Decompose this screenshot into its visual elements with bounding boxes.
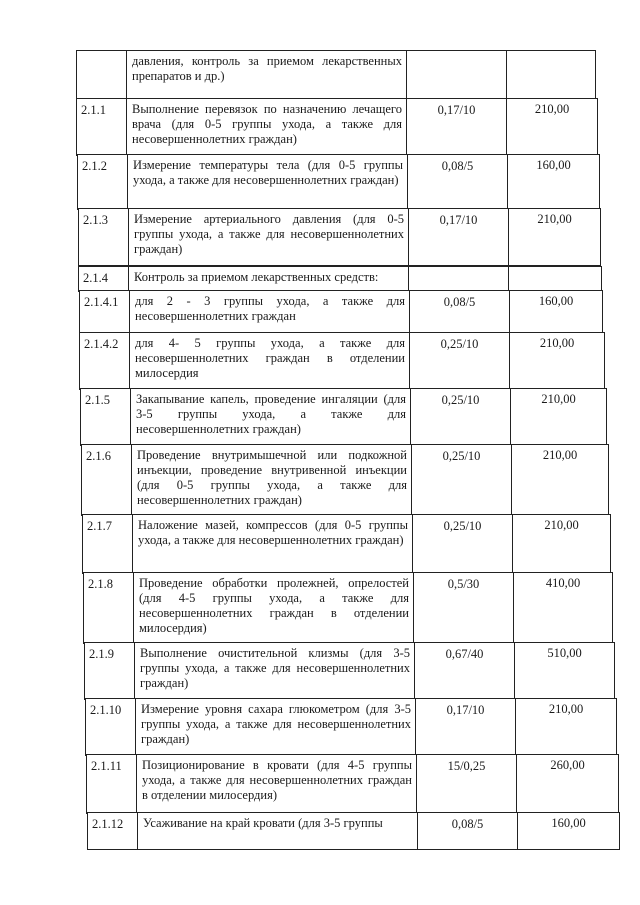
row-number-cell <box>80 333 130 389</box>
row-price: 160,00 <box>551 816 586 830</box>
table-row <box>79 290 603 334</box>
row-norm: 15/0,25 <box>447 759 486 773</box>
table-row <box>76 50 596 102</box>
row-price: 210,00 <box>534 102 570 116</box>
row-description: Проведение внутримышечной или подкожной инъекции, проведение внутривенной инъекции (для 0-5 группы ухода, а также для несовершеннолетних граждан) <box>137 448 407 507</box>
row-number: 2.1.4 <box>83 271 108 285</box>
row-description: Измерение температуры тела (для 0-5 группы ухода, а также для несовершеннолетних граждан) <box>133 158 403 187</box>
row-norm-cell <box>412 445 512 515</box>
row-norm: 0,25/10 <box>443 519 482 533</box>
row-norm-cell <box>417 755 517 813</box>
row-description-cell <box>131 389 411 445</box>
row-price: 160,00 <box>536 158 571 172</box>
row-description: Измерение уровня сахара глюкометром (для 3-5 группы ухода, а также для несовершеннолетних граждан) <box>141 702 411 746</box>
row-description-cell <box>127 51 407 101</box>
row-description-cell <box>138 813 418 849</box>
row-description: для 4- 5 группы ухода, а также для несовершеннолетних граждан в отделении милосердия <box>135 336 405 380</box>
row-number-cell <box>87 755 137 813</box>
table-row <box>77 154 600 210</box>
table-row <box>83 572 613 644</box>
row-price-cell <box>507 99 597 155</box>
table-row <box>76 98 598 156</box>
row-description: Позиционирование в кровати (для 4-5 группы ухода, а также для несовершеннолетних граждан в отделении милосердия) <box>142 758 412 802</box>
row-number: 2.1.5 <box>85 393 110 407</box>
row-description-cell <box>136 699 416 755</box>
row-price-cell <box>517 755 618 813</box>
table-row <box>85 698 617 756</box>
table-row <box>78 266 602 292</box>
row-norm: 0,17/10 <box>446 703 485 717</box>
row-description-cell <box>129 267 409 291</box>
table-row <box>78 208 601 266</box>
row-number: 2.1.12 <box>92 817 124 831</box>
row-norm: 0,67/40 <box>445 647 484 661</box>
row-description: Измерение артериального давления (для 0-5 группы ухода, а также для несовершеннолетних граждан) <box>134 212 404 256</box>
row-norm-cell <box>409 209 509 265</box>
row-norm: 0,25/10 <box>440 337 479 351</box>
row-norm-cell <box>411 389 511 445</box>
row-number: 2.1.3 <box>83 213 108 227</box>
row-description-cell <box>130 291 410 333</box>
row-norm: 0,08/5 <box>451 817 484 831</box>
row-number: 2.1.2 <box>82 159 107 173</box>
row-number: 2.1.8 <box>88 577 113 591</box>
row-price: 160,00 <box>538 294 574 308</box>
row-number: 2.1.1 <box>81 103 106 117</box>
row-price: 260,00 <box>550 758 585 772</box>
row-description: Проведение обработки пролежней, опрелостей (для 4-5 группы ухода, а также для несовершеннолетних граждан в отделении милосердия) <box>139 576 409 635</box>
row-price: 210,00 <box>548 702 584 716</box>
row-norm-cell <box>410 333 510 389</box>
row-price-cell <box>509 209 600 265</box>
row-description-cell <box>129 209 409 265</box>
row-description-cell <box>128 155 408 209</box>
row-price: 410,00 <box>545 576 581 590</box>
table-row <box>80 388 607 446</box>
row-norm: 0,25/10 <box>442 449 481 463</box>
row-norm-cell <box>418 813 518 849</box>
row-price-cell <box>507 51 595 101</box>
row-norm-cell <box>409 267 509 291</box>
row-price-cell <box>516 699 616 755</box>
row-price-cell <box>510 333 604 389</box>
row-number: 2.1.4.2 <box>84 337 119 351</box>
row-norm-cell <box>407 99 507 155</box>
row-price-cell <box>509 267 601 291</box>
row-number-cell <box>79 267 129 291</box>
table-row <box>81 444 609 516</box>
row-norm-cell <box>413 515 513 573</box>
row-description: Закапывание капель, проведение ингаляции (для 3-5 группы ухода, а также для несовершеннолетних граждан) <box>136 392 406 436</box>
row-description: Наложение мазей, компрессов (для 0-5 группы ухода, а также для несовершеннолетних граждан) <box>138 518 408 547</box>
row-norm-cell <box>416 699 516 755</box>
row-price-cell <box>518 813 619 849</box>
row-number: 2.1.7 <box>87 519 112 533</box>
row-description-cell <box>133 515 413 573</box>
row-norm-cell <box>410 291 510 333</box>
row-norm-cell <box>414 573 514 643</box>
row-price-cell <box>514 573 612 643</box>
row-number-cell <box>88 813 138 849</box>
row-number: 2.1.10 <box>90 703 122 717</box>
row-description-cell <box>134 573 414 643</box>
row-norm-cell <box>408 155 508 209</box>
row-price-cell <box>511 389 606 445</box>
row-price-cell <box>515 643 614 699</box>
row-price-cell <box>512 445 608 515</box>
table-row <box>87 812 620 850</box>
row-number-cell <box>84 573 134 643</box>
row-price: 510,00 <box>547 646 582 660</box>
row-number-cell <box>83 515 133 573</box>
table-row <box>82 514 611 574</box>
row-price: 210,00 <box>541 392 576 406</box>
table-row <box>84 642 615 700</box>
row-price: 210,00 <box>542 448 578 462</box>
row-number-cell <box>79 209 129 265</box>
row-description-cell <box>132 445 412 515</box>
row-price: 210,00 <box>539 336 575 350</box>
row-price-cell <box>513 515 610 573</box>
row-number-cell <box>86 699 136 755</box>
row-number: 2.1.6 <box>86 449 111 463</box>
row-number-cell <box>77 99 127 155</box>
row-description: Выполнение очистительной клизмы (для 3-5 группы ухода, а также для несовершеннолетних граждан) <box>140 646 410 690</box>
row-number: 2.1.9 <box>89 647 114 661</box>
row-price-cell <box>510 291 602 333</box>
row-number-cell <box>85 643 135 699</box>
row-norm: 0,08/5 <box>441 159 474 173</box>
row-description: Усаживание на край кровати (для 3-5 группы <box>143 816 383 830</box>
row-number-cell <box>77 51 127 101</box>
row-price: 210,00 <box>544 518 579 532</box>
row-number-cell <box>80 291 130 333</box>
table-row <box>86 754 619 814</box>
row-description: давления, контроль за приемом лекарственных препаратов и др.) <box>132 54 402 83</box>
row-norm: 0,08/5 <box>443 295 476 309</box>
row-description-cell <box>127 99 407 155</box>
row-norm-cell <box>407 51 507 101</box>
row-norm: 0,25/10 <box>441 393 480 407</box>
row-number: 2.1.11 <box>91 759 122 773</box>
row-description: Выполнение перевязок по назначению лечащего врача (для 0-5 группы ухода, а также для несовершеннолетних граждан) <box>132 102 402 146</box>
row-description: для 2 - 3 группы ухода, а также для несовершеннолетних граждан <box>135 294 405 323</box>
row-description-cell <box>130 333 410 389</box>
row-description-cell <box>137 755 417 813</box>
row-norm: 0,5/30 <box>447 577 480 591</box>
row-number-cell <box>81 389 131 445</box>
row-description-cell <box>135 643 415 699</box>
table-row <box>79 332 605 390</box>
row-norm-cell <box>415 643 515 699</box>
row-description: Контроль за приемом лекарственных средств: <box>134 270 379 284</box>
row-price: 210,00 <box>537 212 572 226</box>
row-number-cell <box>82 445 132 515</box>
row-number: 2.1.4.1 <box>84 295 119 309</box>
row-number-cell <box>78 155 128 209</box>
row-norm: 0,17/10 <box>439 213 478 227</box>
row-price-cell <box>508 155 599 209</box>
row-norm: 0,17/10 <box>437 103 476 117</box>
